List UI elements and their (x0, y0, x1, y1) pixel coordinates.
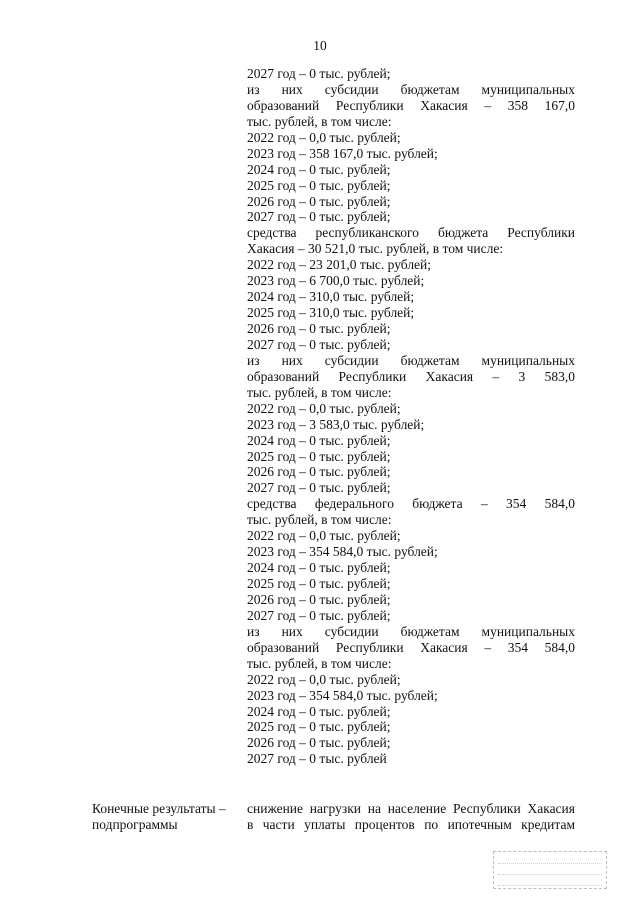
funding-line: 2024 год – 310,0 тыс. рублей; (247, 289, 415, 305)
final-results-text (247, 801, 575, 833)
funding-line: тыс. рублей, в том числе: (247, 655, 392, 671)
funding-line: 2023 год – 6 700,0 тыс. рублей; (247, 273, 425, 289)
stamp-line-1 (498, 854, 602, 864)
funding-line: тыс. рублей, в том числе: (247, 113, 392, 129)
funding-line: 2024 год – 0 тыс. рублей; (247, 560, 391, 576)
funding-line: 2022 год – 23 201,0 тыс. рублей; (247, 257, 432, 273)
funding-line: образований Республики Хакасия – 358 167,0 (247, 97, 575, 113)
funding-line: 2024 год – 0 тыс. рублей; (247, 161, 391, 177)
funding-line: 2025 год – 310,0 тыс. рублей; (247, 305, 415, 321)
funding-line: образований Республики Хакасия – 3 583,0 (247, 368, 575, 384)
funding-line: 2027 год – 0 тыс. рублей; (247, 480, 391, 496)
funding-line: 2026 год – 0 тыс. рублей; (247, 735, 391, 751)
faint-stamp (493, 851, 607, 889)
page-number: 10 (313, 38, 327, 53)
funding-line: образований Республики Хакасия – 354 584,0 (247, 639, 575, 655)
funding-line: из них субсидии бюджетам муниципальных (247, 81, 575, 97)
funding-line: тыс. рублей, в том числе: (247, 512, 392, 528)
funding-line: 2022 год – 0,0 тыс. рублей; (247, 528, 401, 544)
funding-line: 2025 год – 0 тыс. рублей; (247, 448, 391, 464)
funding-line: 2027 год – 0 тыс. рублей; (247, 66, 391, 81)
funding-line: 2023 год – 358 167,0 тыс. рублей; (247, 145, 438, 161)
funding-line: 2025 год – 0 тыс. рублей; (247, 719, 391, 735)
funding-line: 2024 год – 0 тыс. рублей; (247, 432, 391, 448)
funding-line: 2027 год – 0 тыс. рублей (247, 751, 387, 767)
funding-line: 2027 год – 0 тыс. рублей; (247, 209, 391, 225)
final-results-text-line1: снижение нагрузки на население Республики Хакасия (247, 801, 575, 816)
funding-line: из них субсидии бюджетам муниципальных (247, 352, 575, 368)
final-results-label (92, 801, 242, 833)
funding-line: 2026 год – 0 тыс. рублей; (247, 591, 391, 607)
funding-line: 2027 год – 0 тыс. рублей; (247, 336, 391, 352)
funding-line: 2022 год – 0,0 тыс. рублей; (247, 400, 401, 416)
funding-line: 2027 год – 0 тыс. рублей; (247, 607, 391, 623)
funding-line: 2023 год – 354 584,0 тыс. рублей; (247, 544, 438, 560)
funding-line: из них субсидии бюджетам муниципальных (247, 623, 575, 639)
funding-line: 2023 год – 3 583,0 тыс. рублей; (247, 416, 425, 432)
funding-line: 2025 год – 0 тыс. рублей; (247, 177, 391, 193)
funding-details-column (247, 66, 575, 767)
funding-line: 2022 год – 0,0 тыс. рублей; (247, 671, 401, 687)
funding-line: 2023 год – 354 584,0 тыс. рублей; (247, 687, 438, 703)
funding-line: 2026 год – 0 тыс. рублей; (247, 464, 391, 480)
funding-line: Хакасия – 30 521,0 тыс. рублей, в том числе: (247, 241, 504, 257)
stamp-line-2 (498, 865, 602, 875)
funding-line: средства федерального бюджета – 354 584,0 (247, 496, 575, 512)
final-results-text-line2: в части уплаты процентов по ипотечным кредитам (247, 816, 575, 832)
final-results-label-line2: подпрограммы (92, 817, 178, 832)
funding-line: 2026 год – 0 тыс. рублей; (247, 193, 391, 209)
funding-line: 2022 год – 0,0 тыс. рублей; (247, 129, 401, 145)
funding-line: средства республиканского бюджета Республики (247, 225, 575, 241)
funding-line: тыс. рублей, в том числе: (247, 384, 392, 400)
funding-line: 2026 год – 0 тыс. рублей; (247, 321, 391, 336)
final-results-label-line1: Конечные результаты – (92, 801, 226, 816)
funding-line: 2025 год – 0 тыс. рублей; (247, 576, 391, 591)
funding-line: 2024 год – 0 тыс. рублей; (247, 703, 391, 719)
stamp-line-3 (498, 876, 602, 886)
